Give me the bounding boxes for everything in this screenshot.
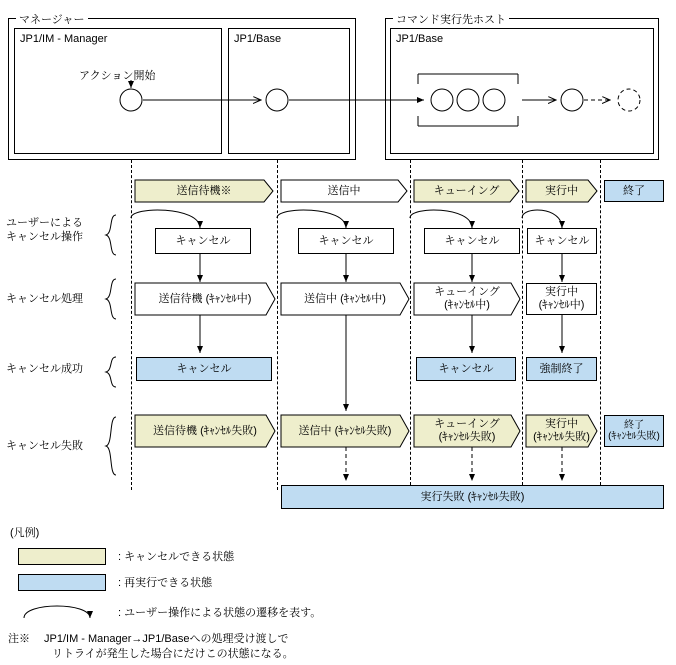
state-finished-cancel-failed: 終了 (ｷｬﾝｾﾙ失敗): [604, 415, 664, 447]
row-label-cancel-success: キャンセル成功: [6, 363, 83, 375]
legend-text-cancelable: : キャンセルできる状態: [118, 551, 235, 563]
legend-swatch-cancelable: [18, 548, 106, 565]
cancel-button-sending[interactable]: キャンセル: [298, 228, 394, 254]
state-running-label: 実行中: [545, 184, 578, 197]
note-line1: JP1/IM - Manager→JP1/Baseへの処理受け渡しで: [44, 633, 289, 645]
legend-swatch-rerunnable: [18, 574, 106, 591]
state-sending: [281, 180, 407, 202]
note-line2: リトライが発生した場合にだけこの状態になる。: [52, 648, 294, 660]
state-forced-end: 強制終了: [526, 357, 597, 381]
state-send-wait-cancel-failed: [135, 415, 275, 447]
state-running-cancel-failed: [526, 415, 597, 447]
state-running-cancel-failed-label: 実行中 (ｷｬﾝｾﾙ失敗): [533, 418, 590, 443]
base-manager-label: JP1/Base: [234, 33, 282, 45]
state-send-wait-label: 送信待機※: [176, 184, 232, 197]
state-cancelled-send-wait: キャンセル: [136, 357, 272, 381]
target-host-group-label: コマンド実行先ホスト: [393, 11, 509, 27]
note-marker: 注※: [8, 633, 30, 645]
state-sending-cancelling: [281, 283, 409, 315]
state-queuing-cancelling: [414, 283, 520, 315]
manager-group-label: マネージャー: [16, 11, 88, 27]
row-label-user-cancel: ユーザーによる キャンセル操作: [6, 217, 83, 243]
legend-text-transition: : ユーザー操作による状態の遷移を表す。: [118, 607, 322, 619]
legend-text-rerunnable: : 再実行できる状態: [118, 577, 213, 589]
state-send-wait-cancelling: [135, 283, 275, 315]
state-queuing: [414, 180, 519, 202]
state-finished: 終了: [604, 180, 664, 202]
state-queuing-cancel-failed: [414, 415, 520, 447]
state-running: [526, 180, 597, 202]
state-cancelled-queuing: キャンセル: [416, 357, 516, 381]
cancel-button-send-wait[interactable]: キャンセル: [155, 228, 251, 254]
state-queuing-cancel-failed-label: キューイング (ｷｬﾝｾﾙ失敗): [434, 418, 500, 443]
state-send-wait: [135, 180, 273, 202]
legend-arrow-icon: [18, 598, 110, 624]
state-queuing-cancelling-label: キューイング (ｷｬﾝｾﾙ中): [434, 286, 500, 311]
base-host-label: JP1/Base: [396, 33, 444, 45]
row-label-cancel-process: キャンセル処理: [6, 293, 83, 305]
state-execution-failed: 実行失敗 (ｷｬﾝｾﾙ失敗): [281, 485, 664, 509]
cancel-button-running[interactable]: キャンセル: [527, 228, 597, 254]
state-sending-label: 送信中: [327, 184, 361, 197]
sending-lifeline-arrow: [0, 315, 676, 425]
state-running-cancelling: 実行中 (ｷｬﾝｾﾙ中): [526, 283, 597, 315]
state-sending-cancel-failed: [281, 415, 409, 447]
action-start-label: アクション開始: [79, 70, 156, 82]
state-queuing-label: キューイング: [433, 184, 500, 197]
state-send-wait-cancelling-label: 送信待機 (ｷｬﾝｾﾙ中): [158, 292, 252, 305]
top-flow-diagram: [0, 0, 676, 170]
im-manager-label: JP1/IM - Manager: [20, 33, 108, 45]
cancel-button-queuing[interactable]: キャンセル: [424, 228, 520, 254]
state-send-wait-cancel-failed-label: 送信待機 (ｷｬﾝｾﾙ失敗): [153, 424, 257, 437]
legend-title: (凡例): [10, 527, 40, 539]
state-sending-cancel-failed-label: 送信中 (ｷｬﾝｾﾙ失敗): [298, 424, 392, 437]
row-label-cancel-failure: キャンセル失敗: [6, 440, 83, 452]
state-sending-cancelling-label: 送信中 (ｷｬﾝｾﾙ中): [304, 292, 386, 305]
